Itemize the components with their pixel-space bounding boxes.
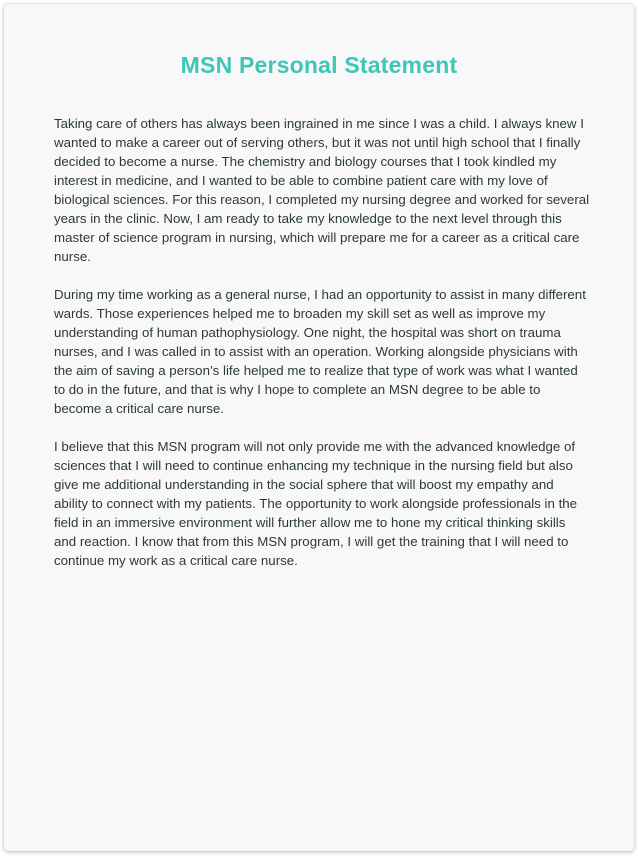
paragraph-1: Taking care of others has always been ingrained in me since I was a child. I always knew I wanted to make a career out of serving others, but it was not until high school that I finally decided to become a nurse. The chemistry and biology courses that I took kindled my interest in medicine, and I wanted to be able to combine patient care with my love of biological sciences. For this reason, I completed my nursing degree and worked for several years in the clinic. Now, I am ready to take my knowledge to the next level through this master of science program in nursing, which will prepare me for a career as a critical care nurse.	[54, 116, 590, 264]
document-body	[54, 114, 590, 589]
paragraph-3: I believe that this MSN program will not only provide me with the advanced knowledge of sciences that I will need to continue enhancing my technique in the nursing field but also give me additional understanding in the social sphere that will boost my empathy and ability to connect with my patients. The opportunity to work alongside professionals in the field in an immersive environment will further allow me to hone my critical thinking skills and reaction. I know that from this MSN program, I will get the training that I will need to continue my work as a critical care nurse.	[54, 439, 578, 568]
document-title: MSN Personal Statement	[180, 52, 458, 78]
paragraph-2: During my time working as a general nurse, I had an opportunity to assist in many different wards. Those experiences helped me to broaden my skill set as well as improve my understanding of human pathophysiology. One night, the hospital was short on trauma nurses, and I was called in to assist with an operation. Working alongside physicians with the aim of saving a person’s life helped me to realize that type of work was what I wanted to do in the future, and that is why I hope to complete an MSN degree to be able to become a critical care nurse.	[54, 287, 586, 416]
document-page	[4, 4, 634, 851]
